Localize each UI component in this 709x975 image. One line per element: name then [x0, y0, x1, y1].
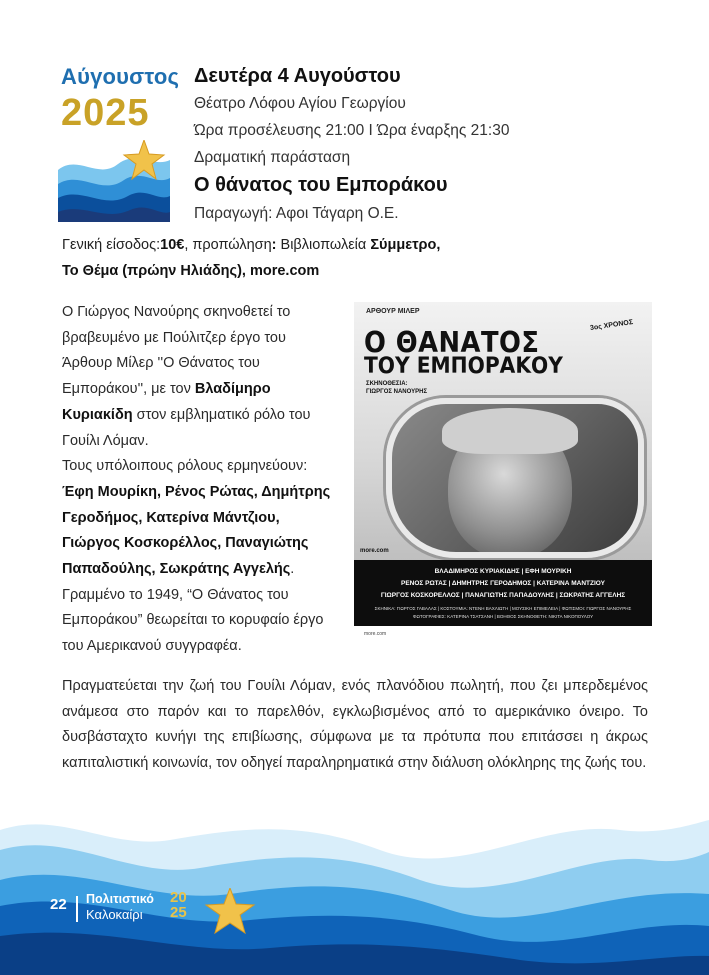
- footer-line1: Πολιτιστικό: [86, 892, 154, 906]
- page-number: 22: [50, 896, 67, 913]
- poster-sponsor: more.com: [360, 548, 389, 554]
- description-column: [62, 300, 338, 660]
- footer-waves-decoration: [0, 790, 709, 975]
- play-poster: [354, 302, 652, 642]
- poster-credits-line1: ΣΚΗΝΙΚΑ: ΓΙΩΡΓΟΣ ΓΑΒΑΛΑΣ | ΚΟΣΤΟΥΜΙΑ: ΝΤΕΝΗ ΒΑΧΛΙΩΤΗ | ΜΟΥΣΙΚΗ ΕΠΙΜΕΛΕΙΑ | ΦΩΤΙΣΜΟΙ: ΓΙΩΡΓΟΣ ΝΑΝΟΥΡΗΣ: [374, 606, 632, 611]
- poster-mirror-image: [386, 398, 644, 558]
- event-venue: Θέατρο Λόφου Αγίου Γεωργίου: [194, 95, 406, 112]
- poster-director-label: ΣΚΗΝΟΘΕΣΙΑ:: [366, 381, 408, 387]
- sales-point-store1: Σύμμετρο,: [370, 237, 441, 253]
- event-header: [194, 62, 664, 229]
- presale-label: , προπώληση: [184, 237, 272, 253]
- footer-divider: [76, 896, 78, 922]
- event-date: Δευτέρα 4 Αυγούστου: [194, 65, 401, 87]
- poster-cast-line3: ΓΙΩΡΓΟΣ ΚΟΣΚΟΡΕΛΛΟΣ | ΠΑΝΑΓΙΩΤΗΣ ΠΑΠΑΔΟΥΛΗΣ | ΣΩΚΡΑΤΗΣ ΑΓΓΕΛΗΣ: [380, 592, 626, 599]
- event-production: Παραγωγή: Αφοι Τάγαρη Ο.Ε.: [194, 205, 399, 222]
- poster-cast-band: [354, 560, 652, 626]
- footer-line2: Καλοκαίρι: [86, 907, 143, 922]
- logo-wave-starfish-icon: [58, 140, 170, 222]
- footer-badge: [50, 890, 260, 930]
- poster-logos-text: more.com: [364, 631, 387, 637]
- general-admission-label: Γενική είσοδος:: [62, 237, 161, 253]
- lead-actor-name: Βλαδίμηρο Κυριακίδη: [62, 381, 271, 423]
- poster-years-badge: 3ος ΧΡΟΝΟΣ: [589, 319, 634, 332]
- footer-year-bottom: 25: [170, 904, 187, 921]
- poster-title-line2: ΤΟΥ ΕΜΠΟΡΑΚΟΥ: [364, 354, 563, 379]
- starfish-icon: [200, 888, 260, 934]
- poster-sponsor-logos: [354, 628, 652, 642]
- poster-credits-line2: ΦΩΤΟΓΡΑΦΙΕΣ: ΚΑΤΕΡΙΝΑ ΤΣΑΤΣΑΝΗ | ΒΟΗΘΟΣ ΣΚΗΝΟΘΕΤΗ: ΝΙΚΙΤΑ ΝΙΚΟΠΟΥΛΟΥ: [412, 614, 594, 619]
- cast-names: Έφη Μουρίκη, Ρένος Ρώτας, Δημήτρης Γεροδήμος, Κατερίνα Μάντζιου, Γιώργος Κοσκορέλλος, Παναγιώτης Παπαδούλης, Σωκράτης Αγγελής: [62, 483, 331, 578]
- footer-year-top: 20: [170, 889, 187, 906]
- event-title: Ο θάνατος του Εμποράκου: [194, 174, 448, 196]
- poster-title-line1: Ο ΘΑΝΑΤΟΣ: [364, 326, 540, 359]
- poster-photo-area: [354, 302, 652, 560]
- poster-director: [366, 380, 427, 396]
- logo-month: Αύγουστος: [61, 64, 180, 89]
- logo-year: 2025: [61, 92, 150, 134]
- ticket-price: 10€: [160, 237, 185, 253]
- event-genre: Δραματική παράσταση: [194, 149, 351, 166]
- sales-point-store2: Το Θέμα (πρώην Ηλιάδης), more.com: [62, 263, 320, 279]
- festival-logo: [58, 62, 180, 222]
- sales-points-prefix: Βιβλιοπωλεία: [276, 237, 371, 253]
- description-p1-end: στον εμβληματικό ρόλο του Γουίλι Λόμαν.: [62, 406, 311, 449]
- presale-colon: :: [271, 237, 277, 253]
- description-full-paragraph: Πραγματεύεται την ζωή του Γουίλι Λόμαν, ενός πλανόδιου πωλητή, που ζει μπερδεμένος ανάμεσα στο παρόν και το παρελθόν, εγκλωβισμένος από το αμερικάνικο όνειρο. Το δυσβάσταχτο κυνήγι της επιβίωσης, σύμφωνα με τα πρότυπα που επιτάσσει η άκρως καπιταλιστική κοινωνία, τον οδηγεί παραληρηματικά στην διάλυση ολόκληρης της ζωής του.: [62, 678, 648, 772]
- poster-author: ΑΡΘΟΥΡ ΜΙΛΕΡ: [366, 308, 420, 315]
- description-p3-text: Γραμμένο το 1949, “Ο Θάνατος του Εμποράκου” θεωρείται το κορυφαίο έργο του Αμερικανού συγγραφέα.: [62, 586, 324, 655]
- poster-director-name: ΓΙΩΡΓΟΣ ΝΑΝΟΥΡΗΣ: [366, 389, 428, 395]
- ticket-info: [62, 232, 652, 284]
- actor-hair-image: [442, 408, 578, 454]
- description-p1-text: Ο Γιώργος Νανούρης σκηνοθετεί το βραβευμένο με Πούλιτζερ έργο του Άρθουρ Μίλερ ''Ο Θάνατος του Εμποράκου'', με τον: [62, 304, 291, 398]
- event-times: Ώρα προσέλευσης 21:00 Ι Ώρα έναρξης 21:30: [194, 122, 510, 139]
- description-p2-text: Τους υπόλοιπους ρόλους ερμηνεύουν:: [62, 458, 308, 475]
- poster-cast-line1: ΒΛΑΔΙΜΗΡΟΣ ΚΥΡΙΑΚΙΔΗΣ | ΕΦΗ ΜΟΥΡΙΚΗ: [434, 568, 572, 575]
- description-p2-end: .: [290, 561, 295, 578]
- poster-cast-line2: ΡΕΝΟΣ ΡΩΤΑΣ | ΔΗΜΗΤΡΗΣ ΓΕΡΟΔΗΜΟΣ | ΚΑΤΕΡΙΝΑ ΜΑΝΤΖΙΟΥ: [400, 580, 605, 587]
